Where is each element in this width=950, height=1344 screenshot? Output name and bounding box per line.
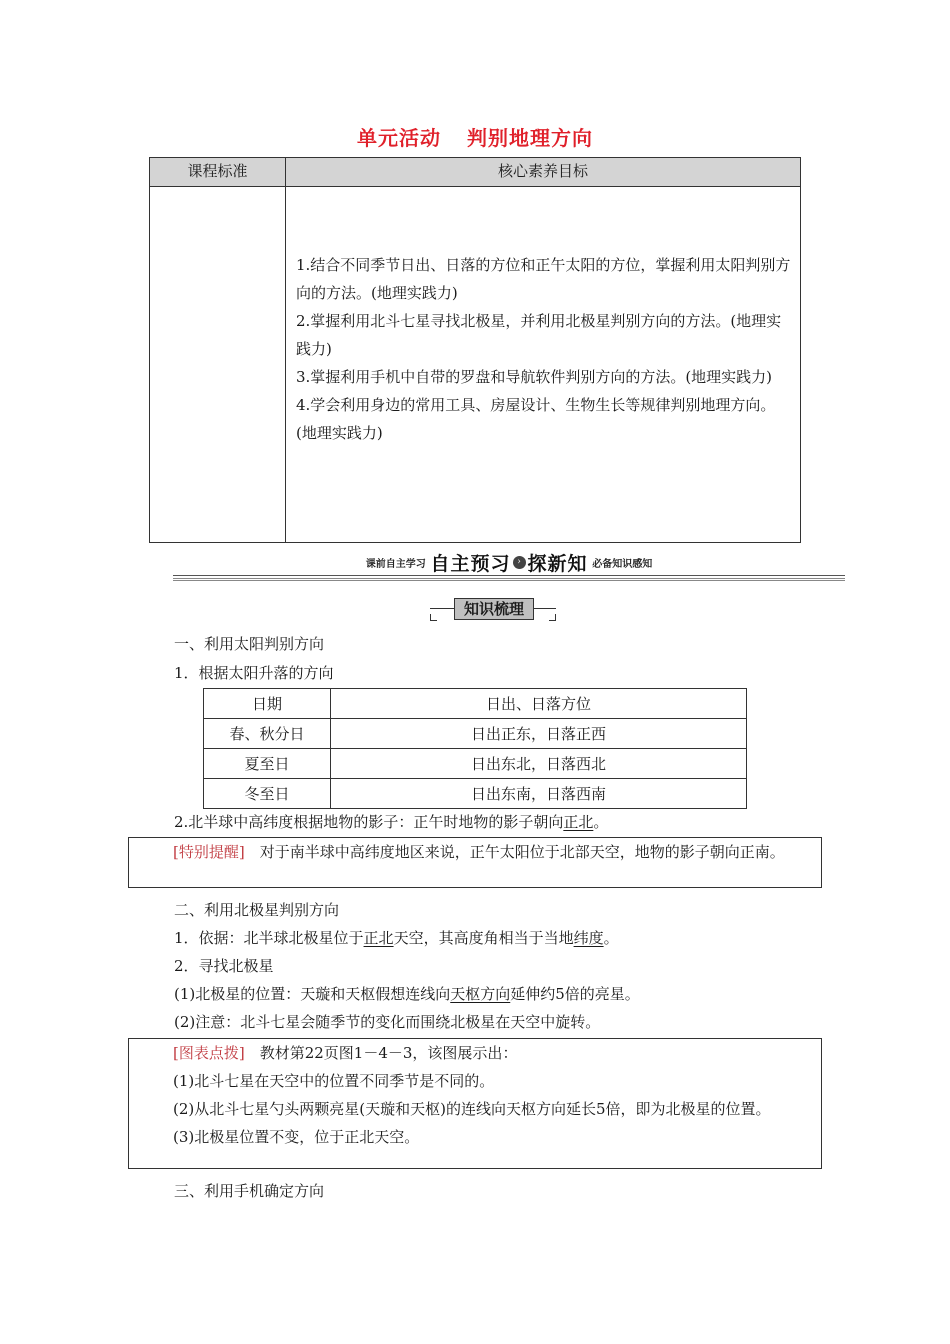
s1-sub2-text: 2.北半球中高纬度根据地物的影子：正午时地物的影子朝向 — [174, 813, 564, 831]
s2-find: 2．寻找北极星 — [174, 957, 274, 975]
sunrise-table — [203, 688, 747, 809]
banner-main1: 自主预习 — [430, 553, 511, 575]
goal-item: 3.掌握利用手机中自带的罗盘和导航软件判别方向的方法。(地理实践力) — [296, 368, 773, 386]
goals-list — [296, 251, 796, 447]
s1-sub2 — [174, 811, 608, 832]
banner-main2: 探新知 — [527, 553, 588, 575]
table-row — [204, 689, 747, 719]
table-cell: 日期 — [204, 689, 331, 719]
s2-basis — [174, 927, 619, 948]
banner-left: 课前自主学习 — [365, 559, 426, 570]
chart-tip-box — [128, 1038, 822, 1169]
s2-caution: (2)注意：北斗七星会随季节的变化而围绕北极星在天空中旋转。 — [174, 1013, 601, 1031]
chart-tip-intro-text: 教材第22页图1－4－3，该图展示出： — [244, 1044, 518, 1062]
section-banner — [173, 549, 845, 573]
banner-right: 必备知识感知 — [592, 559, 653, 570]
special-reminder-body: 对于南半球中高纬度地区来说，正午太阳位于北部天空，地物的影子朝向正南。 — [244, 843, 785, 861]
chart-tip-item: (3)北极星位置不变，位于正北天空。 — [173, 1128, 420, 1146]
table-cell: 夏至日 — [204, 749, 331, 779]
s1-heading: 一、利用太阳判别方向 — [174, 635, 325, 653]
s2-basis-mid: 天空，其高度角相当于当地 — [393, 929, 574, 947]
table-cell: 日出正东，日落正西 — [331, 719, 747, 749]
goal-item: 4.学会利用身边的常用工具、房屋设计、生物生长等规律判别地理方向。(地理实践力) — [296, 396, 776, 442]
section-heading-label: 知识梳理 — [454, 598, 534, 620]
table-cell: 春、秋分日 — [204, 719, 331, 749]
s3-heading: 三、利用手机确定方向 — [174, 1182, 325, 1200]
table-cell: 日出东北，日落西北 — [331, 749, 747, 779]
section-heading — [430, 598, 556, 620]
s2-position — [174, 983, 640, 1004]
title-part2: 判别地理方向 — [467, 126, 593, 150]
table-row — [204, 719, 747, 749]
chart-tip-item: (2)从北斗七星勺头两颗亮星(天璇和天枢)的连线向天枢方向延长5倍，即为北极星的位置。 — [173, 1100, 771, 1118]
table-row — [204, 749, 747, 779]
answer-blank: 纬度 — [573, 929, 604, 947]
chart-tip-tag: [图表点拨] — [173, 1044, 245, 1062]
table-cell: 日出东南，日落西南 — [331, 779, 747, 809]
s2-basis-prefix: 1．依据：北半球北极星位于 — [174, 929, 364, 947]
col-header-standard: 课程标准 — [187, 162, 248, 180]
table-cell: 日出、日落方位 — [331, 689, 747, 719]
s1-sub1: 1．根据太阳升落的方向 — [174, 664, 334, 682]
goal-item: 1.结合不同季节日出、日落的方位和正午太阳的方位，掌握利用太阳判别方向的方法。(地理实践力) — [296, 256, 791, 302]
special-reminder-box — [128, 837, 822, 888]
table-cell: 冬至日 — [204, 779, 331, 809]
answer-blank: 正北 — [563, 813, 594, 831]
chart-tip-intro — [135, 1039, 815, 1067]
table-row — [204, 779, 747, 809]
answer-blank: 正北 — [363, 929, 394, 947]
col-header-goals: 核心素养目标 — [497, 162, 588, 180]
answer-blank: 天枢方向 — [450, 985, 511, 1003]
goal-item: 2.掌握利用北斗七星寻找北极星，并利用北极星判别方向的方法。(地理实践力) — [296, 312, 782, 358]
special-reminder-tag: [特别提醒] — [173, 843, 245, 861]
page-title — [0, 122, 950, 151]
s2-basis-suffix: 。 — [603, 929, 619, 947]
banner-divider-double — [173, 578, 845, 581]
standards-table — [149, 157, 801, 543]
banner-divider — [173, 575, 845, 576]
s1-sub2-suffix: 。 — [593, 813, 609, 831]
s2-position-prefix: (1)北极星的位置：天璇和天枢假想连线向 — [174, 985, 451, 1003]
arrow-right-icon: › — [513, 556, 526, 569]
special-reminder-text — [135, 838, 815, 866]
title-part1: 单元活动 — [357, 126, 441, 150]
chart-tip-item: (1)北斗七星在天空中的位置不同季节是不同的。 — [173, 1072, 495, 1090]
s2-position-suffix: 延伸约5倍的亮星。 — [510, 985, 640, 1003]
s2-heading: 二、利用北极星判别方向 — [174, 901, 340, 919]
